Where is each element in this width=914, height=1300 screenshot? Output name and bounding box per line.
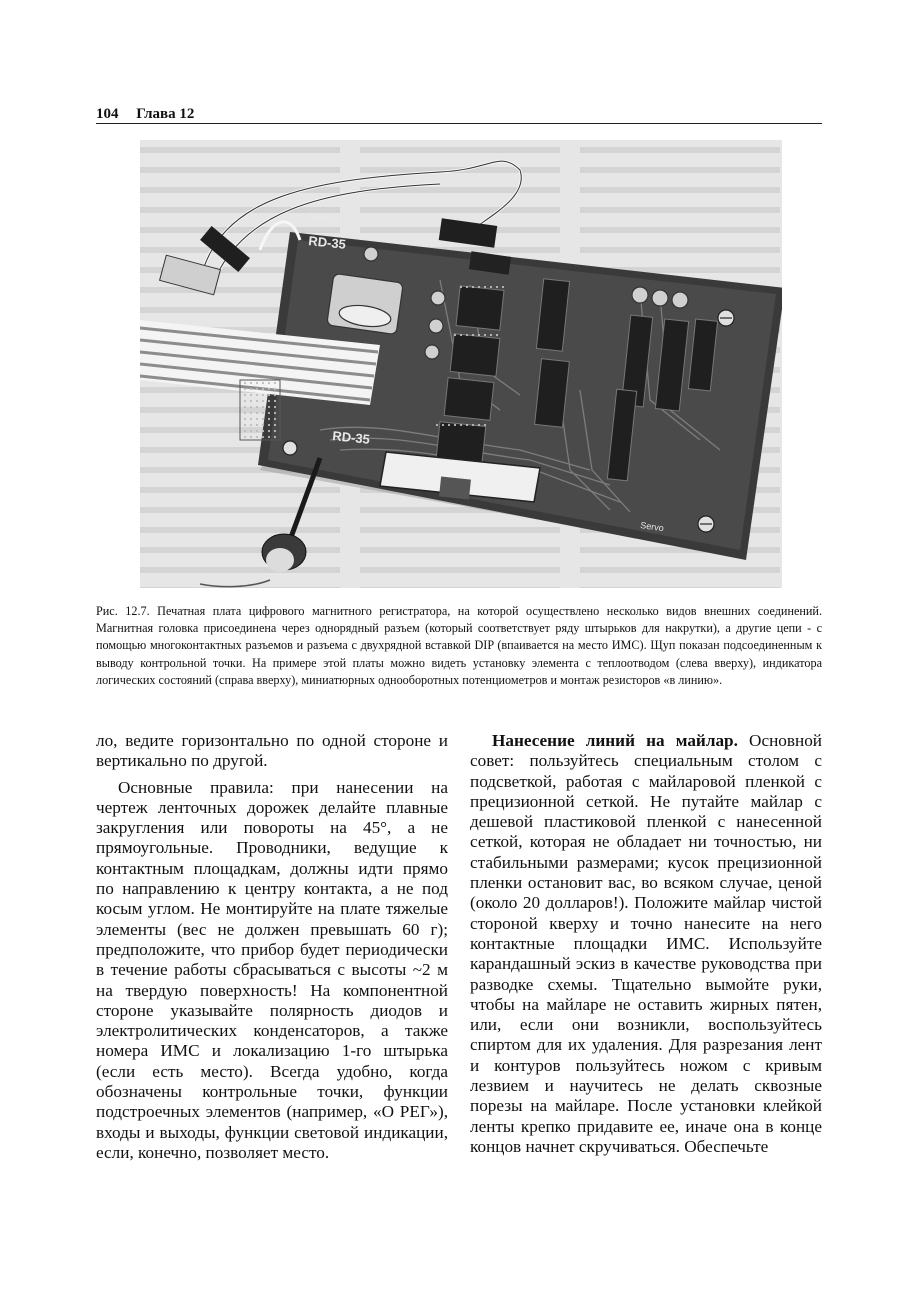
paragraph-basic-rules: Основные правила: при нанесении на чертеж ленточных дорожек делайте плавные закругления или повороты на 45°, а не прямоугольные. Проводники, ведущие к контактным площадкам, должны идти прямо по направлению к центру контакта, а не под косым углом. Не монтируйте на плате тяжелые элементы (вес не должен превышать 60 г); предположите, что прибор будет периодически в течение работы сбрасываться с высоты ~2 м на твердую поверхность! На компонентной стороне указывайте полярность диодов и электролитических конденсаторов, а также номера ИМС и локализацию 1-го штырька (если есть место). Всегда удобно, когда обозначены контрольные точки, функции подстроечных элементов (например, «О РЕГ»), входы и выходы, функции световой индикации, если, конечно, позволяет место.	[96, 777, 448, 1162]
paragraph-continuation: ло, ведите горизонтально по одной стороне и вертикально по другой.	[96, 731, 448, 771]
pcb-photo-drawing	[140, 140, 782, 588]
right-column	[470, 731, 822, 1157]
label-servo-bottom: Servo	[639, 520, 665, 534]
paragraph-mylar-text: Основной совет: пользуйтесь специальным столом с подсветкой, работая с майларовой пленкой с прецизионной сеткой. Не путайте майлар с дешевой пластиковой пленкой с нанесенной сеткой, которая не обладает ни точностью, ни стабильными размерами; кусок прецизионной пленки остановит вас, во всяком случае, ценой (около 20 долларов!). Положите майлар чистой стороной кверху и точно нанесите на него контактные площадки ИМС. Используйте карандашный эскиз в качестве руководства при разводке схемы. Тщательно вымойте руки, чтобы на майларе не оставить жирных пятен, или, если они возникли, воспользуйтесь спиртом для их удаления. Для разрезания лент и контуров пользуйтесь ножом с кривым лезвием и научитесь не делать сквозные порезы на майларе. После установки клейкой ленты крепко придавите ее, иначе она в конце концов начнет скручиваться. Обеспечьте	[470, 731, 822, 1156]
label-rd35-top: RD-35	[307, 233, 347, 252]
header-rule	[96, 123, 822, 124]
edge-connector	[240, 380, 280, 440]
figure-caption: Рис. 12.7. Печатная плата цифрового магнитного регистратора, на которой осуществлено несколько видов внешних соединений. Магнитная головка присоединена через однорядный разъем (который соответствует ряду штырьков для накрутки), а другие цепи - с помощью многоконтактных разъемов и разъема с двухрядной вставкой DIP (впаивается на место ИМС). Щуп показан подсоединенным к выводу контрольной точки. На примере этой платы можно видеть установку элемента с теплоотводом (слева вверху), индикатора логических состояний (справа вверху), миниатюрных однооборотных потенциометров и монтаж резисторов «в линию».	[96, 604, 822, 687]
heatsink	[327, 273, 404, 334]
label-servo-top: Servo	[307, 211, 340, 227]
left-column	[96, 731, 448, 1163]
pcb-photo	[140, 140, 782, 588]
chapter-title: Глава 12	[136, 106, 195, 122]
run-in-heading: Нанесение линий на майлар.	[492, 731, 738, 750]
label-rd35-bottom: RD-35	[331, 428, 371, 447]
paragraph-mylar	[470, 731, 822, 1157]
page-number: 104	[96, 106, 119, 122]
